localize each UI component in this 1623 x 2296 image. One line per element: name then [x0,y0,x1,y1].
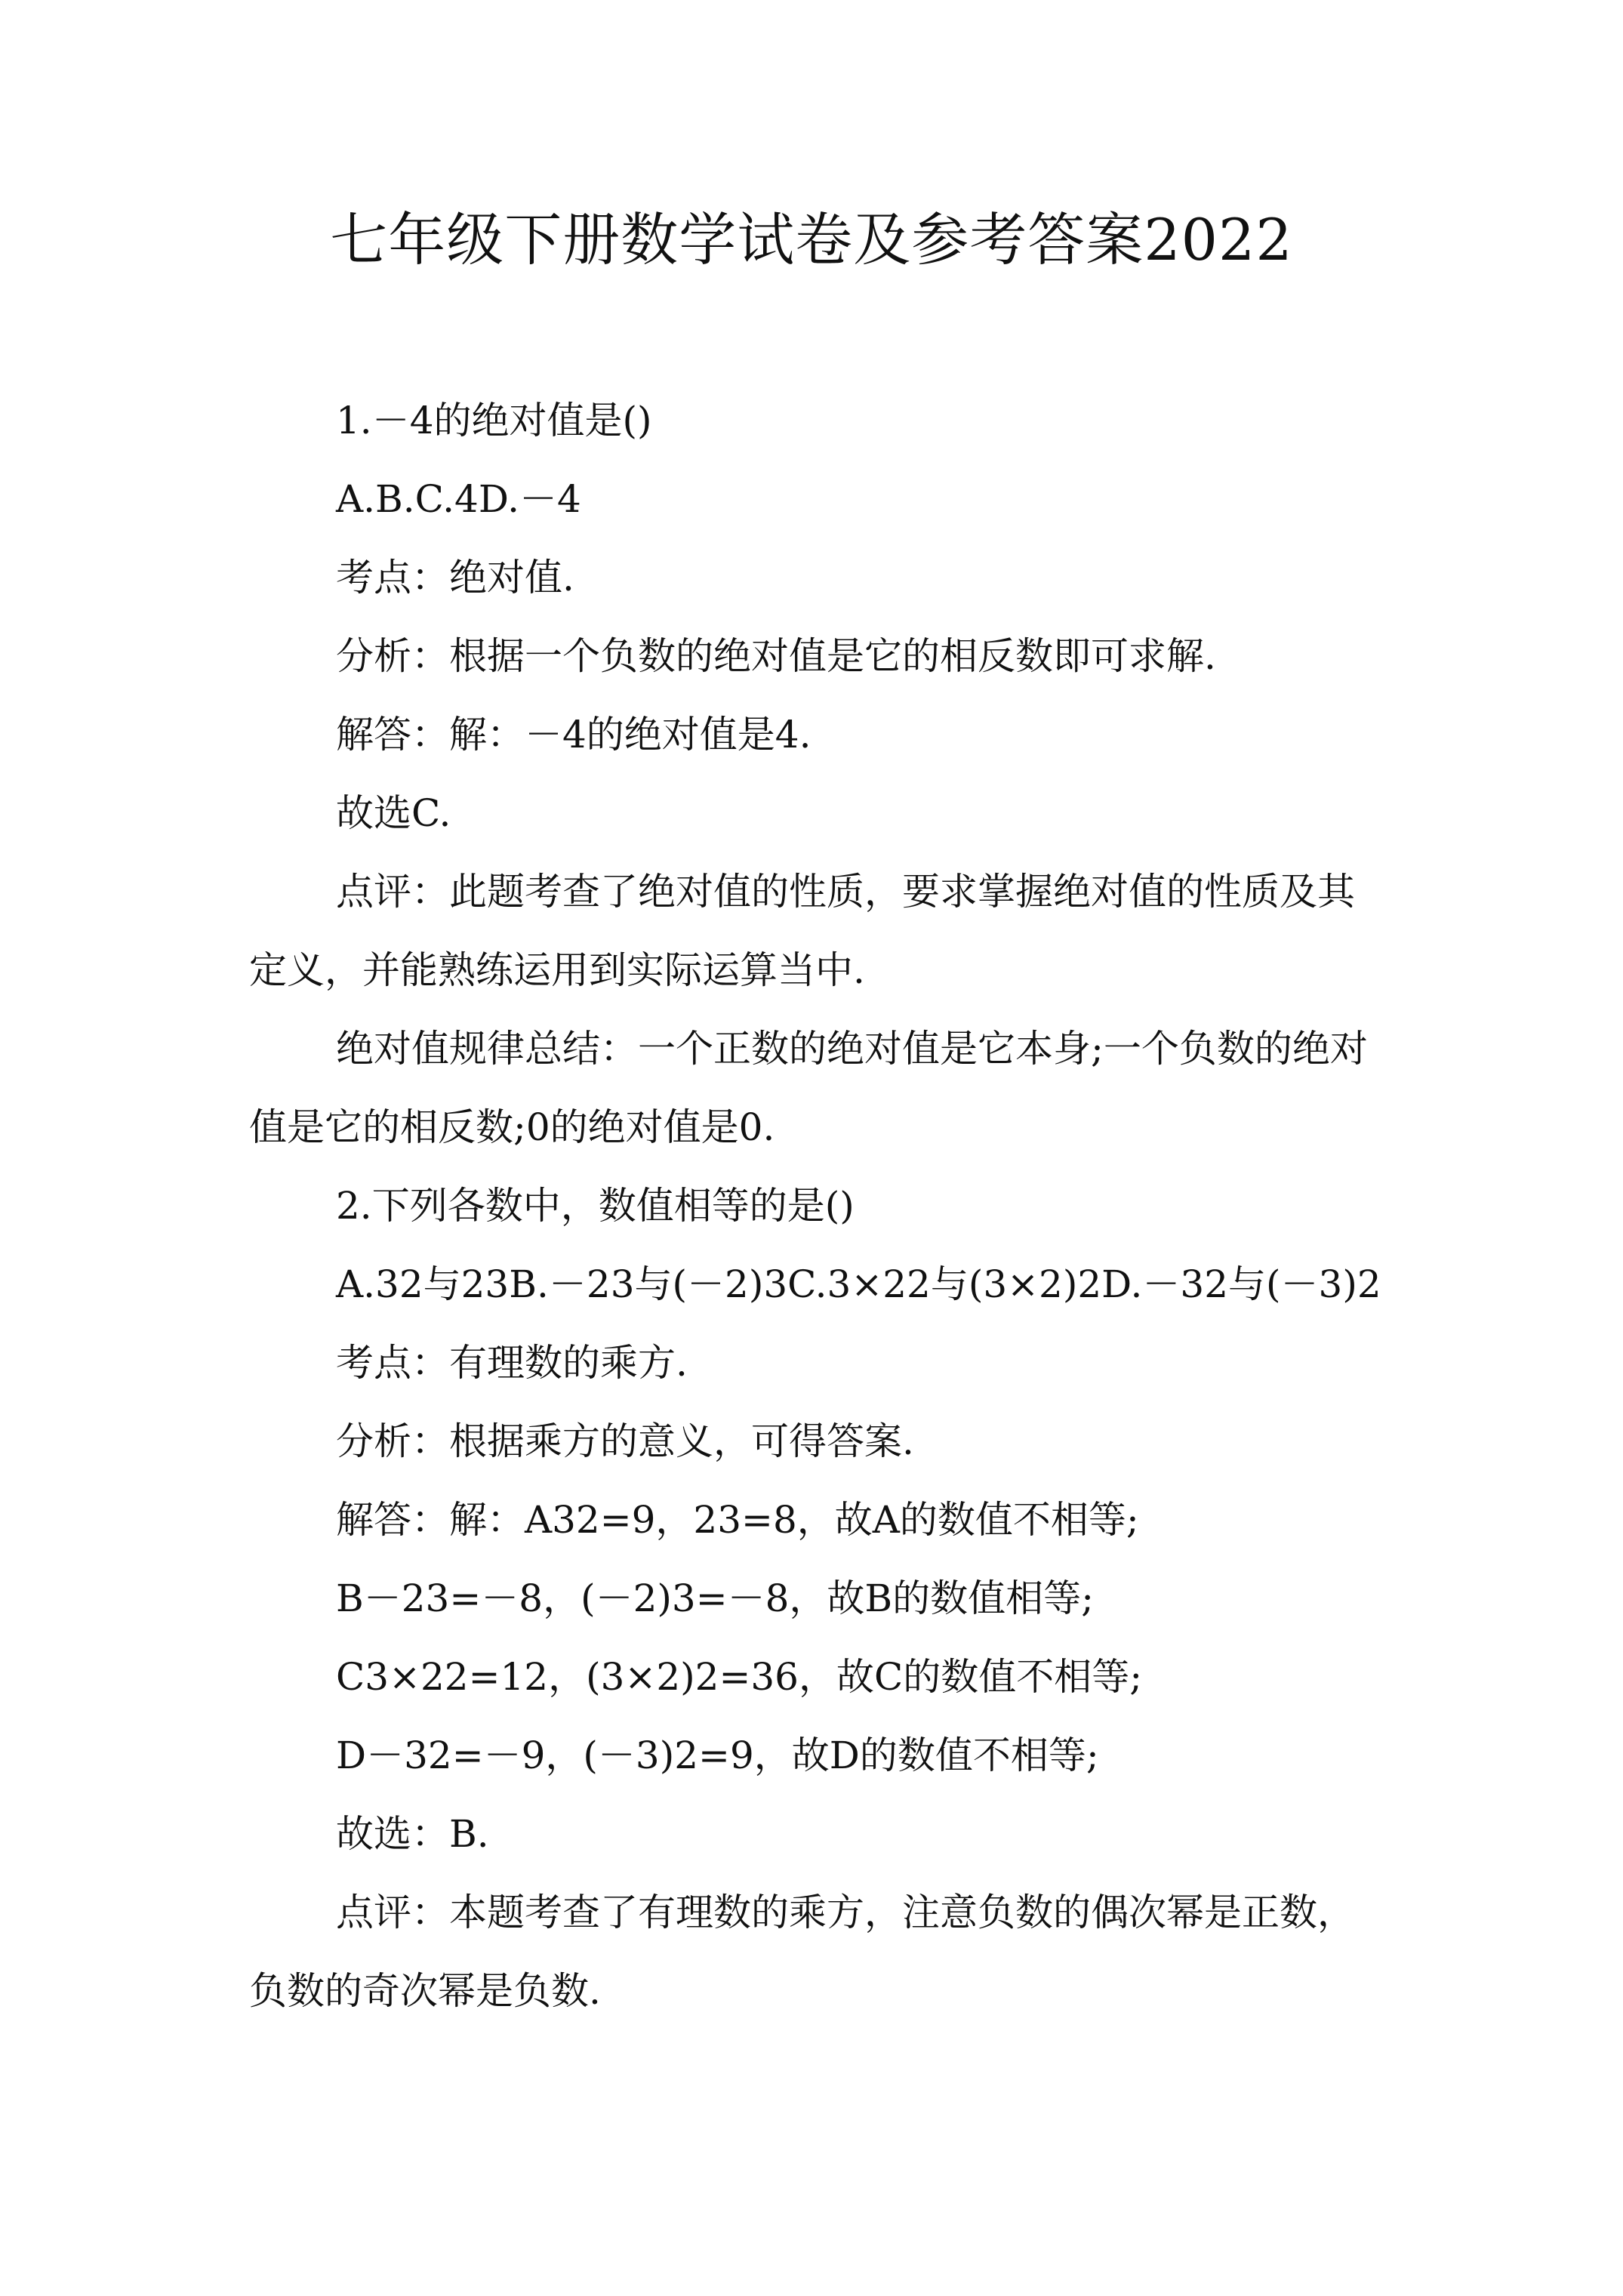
question-2-comment: 点评：本题考查了有理数的乘方，注意负数的偶次幂是正数，负数的奇次幂是负数. [249,1891,1355,2013]
question-2-answer: 故选：B. [336,1812,489,1856]
question-2-solution-a: 解答：解：A32=9，23=8，故A的数值不相等; [336,1498,1139,1542]
question-2-solution-b: B－23=－8，(－2)3=－8，故B的数值相等; [336,1576,1095,1620]
question-2-topic: 考点：有理数的乘方. [336,1341,688,1385]
question-2-analysis: 分析：根据乘方的意义，可得答案. [336,1419,914,1463]
question-1-analysis: 分析：根据一个负数的绝对值是它的相反数即可求解. [336,634,1216,678]
absolute-value-summary: 绝对值规律总结：一个正数的绝对值是它本身;一个负数的绝对值是它的相反数;0的绝对值是0. [249,1027,1368,1149]
question-2-solution-c: C3×22=12，(3×2)2=36，故C的数值不相等; [336,1655,1143,1699]
question-1-stem: 1.－4的绝对值是() [336,399,652,442]
question-1-solution: 解答：解：－4的绝对值是4. [336,713,812,757]
question-2-options: A.32与23B.－23与(－2)3C.3×22与(3×2)2D.－32与(－3)2 [336,1262,1381,1306]
question-1-answer: 故选C. [336,791,451,835]
document-title: 七年级下册数学试卷及参考答案2022 [330,206,1293,273]
question-2-stem: 2.下列各数中，数值相等的是() [336,1184,855,1228]
question-2-solution-d: D－32=－9，(－3)2=9，故D的数值不相等; [336,1734,1099,1777]
question-1-options: A.B.C.4D.－4 [336,477,581,521]
question-1-comment: 点评：此题考查了绝对值的性质，要求掌握绝对值的性质及其定义，并能熟练运用到实际运算当中. [249,870,1355,992]
document-body [249,381,1389,2030]
question-1-topic: 考点：绝对值. [336,556,574,599]
